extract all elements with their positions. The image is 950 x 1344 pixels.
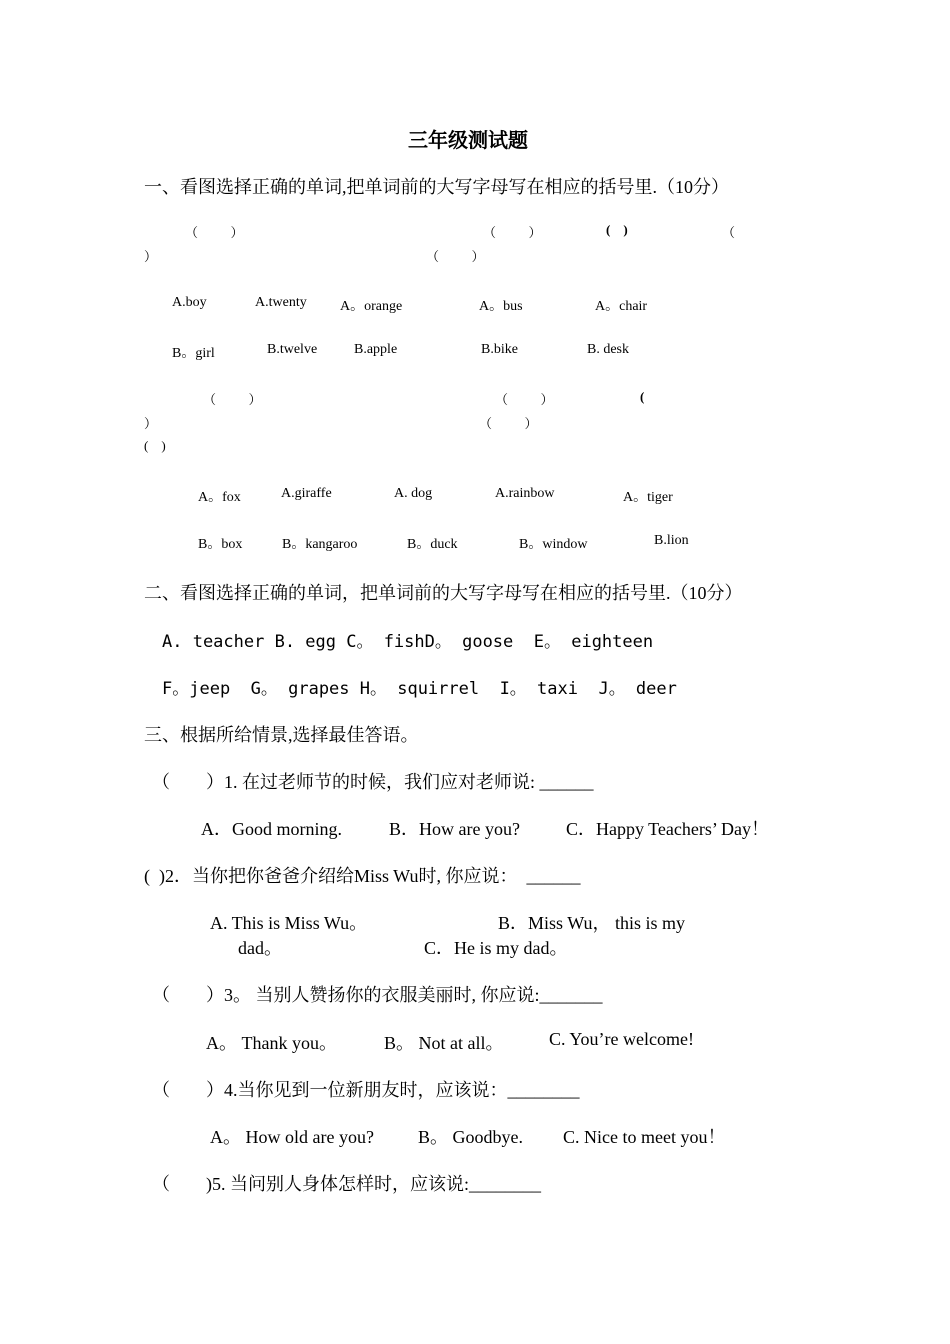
option: B.apple — [354, 342, 398, 357]
option: B。duck — [407, 537, 458, 552]
q3-option-b: B。 Not at all。 — [384, 1033, 504, 1053]
option: B. desk — [587, 342, 629, 357]
answer-bracket: （ ） — [185, 225, 244, 240]
answer-bracket: ） — [144, 416, 158, 431]
answer-bracket: （ ） — [483, 225, 542, 240]
answer-bracket: （ ） — [426, 249, 485, 264]
q2-option-b: B．Miss Wu， this is my — [498, 913, 685, 933]
q2-option-c: C．He is my dad。 — [424, 938, 568, 958]
answer-bracket: ( ) — [606, 222, 628, 237]
answer-bracket: （ ） — [495, 392, 554, 407]
section2-heading: 二、看图选择正确的单词，把单词前的大写字母写在相应的括号里.（10分） — [144, 583, 743, 603]
option: B.twelve — [267, 342, 318, 357]
q3-option-a: A。 Thank you。 — [206, 1033, 337, 1053]
question-1: （ ）1. 在过老师节的时候，我们应对老师说: ______ — [152, 772, 594, 792]
option: A. dog — [394, 486, 433, 501]
answer-bracket: （ ） — [203, 392, 262, 407]
q3-option-c: C. You’re welcome! — [549, 1029, 694, 1049]
q4-option-c: C. Nice to meet you！ — [563, 1127, 726, 1147]
option: A。orange — [340, 299, 403, 314]
option: B。window — [519, 537, 588, 552]
section1-heading: 一、看图选择正确的单词,把单词前的大写字母写在相应的括号里.（10分） — [144, 177, 729, 197]
question-2: ( )2．当你把你爸爸介绍给Miss Wu时, 你应说： ______ — [144, 866, 581, 886]
option: A。tiger — [623, 490, 673, 505]
answer-bracket: ( — [640, 389, 645, 404]
option: A.twenty — [255, 295, 307, 310]
q1-option-c: C．Happy Teachers’ Day！ — [566, 819, 770, 839]
option: B.bike — [481, 342, 518, 357]
q1-option-a: A．Good morning. — [201, 819, 342, 839]
word-list: A. teacher B. egg C。 fishD。 goose E。 eighteen — [162, 632, 654, 652]
answer-bracket: （ — [722, 225, 736, 240]
page-title: 三年级测试题 — [408, 130, 528, 152]
option: B。box — [198, 537, 243, 552]
answer-bracket: （ ） — [479, 416, 538, 431]
section3-heading: 三、根据所给情景,选择最佳答语。 — [144, 725, 419, 745]
q4-option-b: B。 Goodbye. — [418, 1127, 523, 1147]
option: A。bus — [479, 299, 523, 314]
q1-option-b: B．How are you? — [389, 819, 520, 839]
q2-option-a: A. This is Miss Wu。 — [210, 913, 368, 933]
option: B.lion — [654, 533, 689, 548]
option: A。chair — [595, 299, 648, 314]
option: A。fox — [198, 490, 241, 505]
question-3: （ ）3。 当别人赞扬你的衣服美丽时, 你应说:_______ — [152, 985, 603, 1005]
option: A.boy — [172, 295, 207, 310]
question-4: （ ）4.当你见到一位新朋友时，应该说：________ — [152, 1080, 580, 1100]
answer-bracket: ( ) — [144, 438, 166, 453]
q2-option-b-continued: dad。 — [238, 938, 282, 958]
question-5: （ )5. 当问别人身体怎样时，应该说:________ — [152, 1174, 541, 1194]
q4-option-a: A。 How old are you? — [210, 1127, 374, 1147]
option: B。girl — [172, 346, 215, 361]
answer-bracket: ） — [144, 249, 158, 264]
option: B。kangaroo — [282, 537, 358, 552]
option: A.rainbow — [495, 486, 555, 501]
word-list: F。jeep G。 grapes H。 squirrel I。 taxi J。 deer — [162, 679, 677, 699]
option: A.giraffe — [281, 486, 332, 501]
